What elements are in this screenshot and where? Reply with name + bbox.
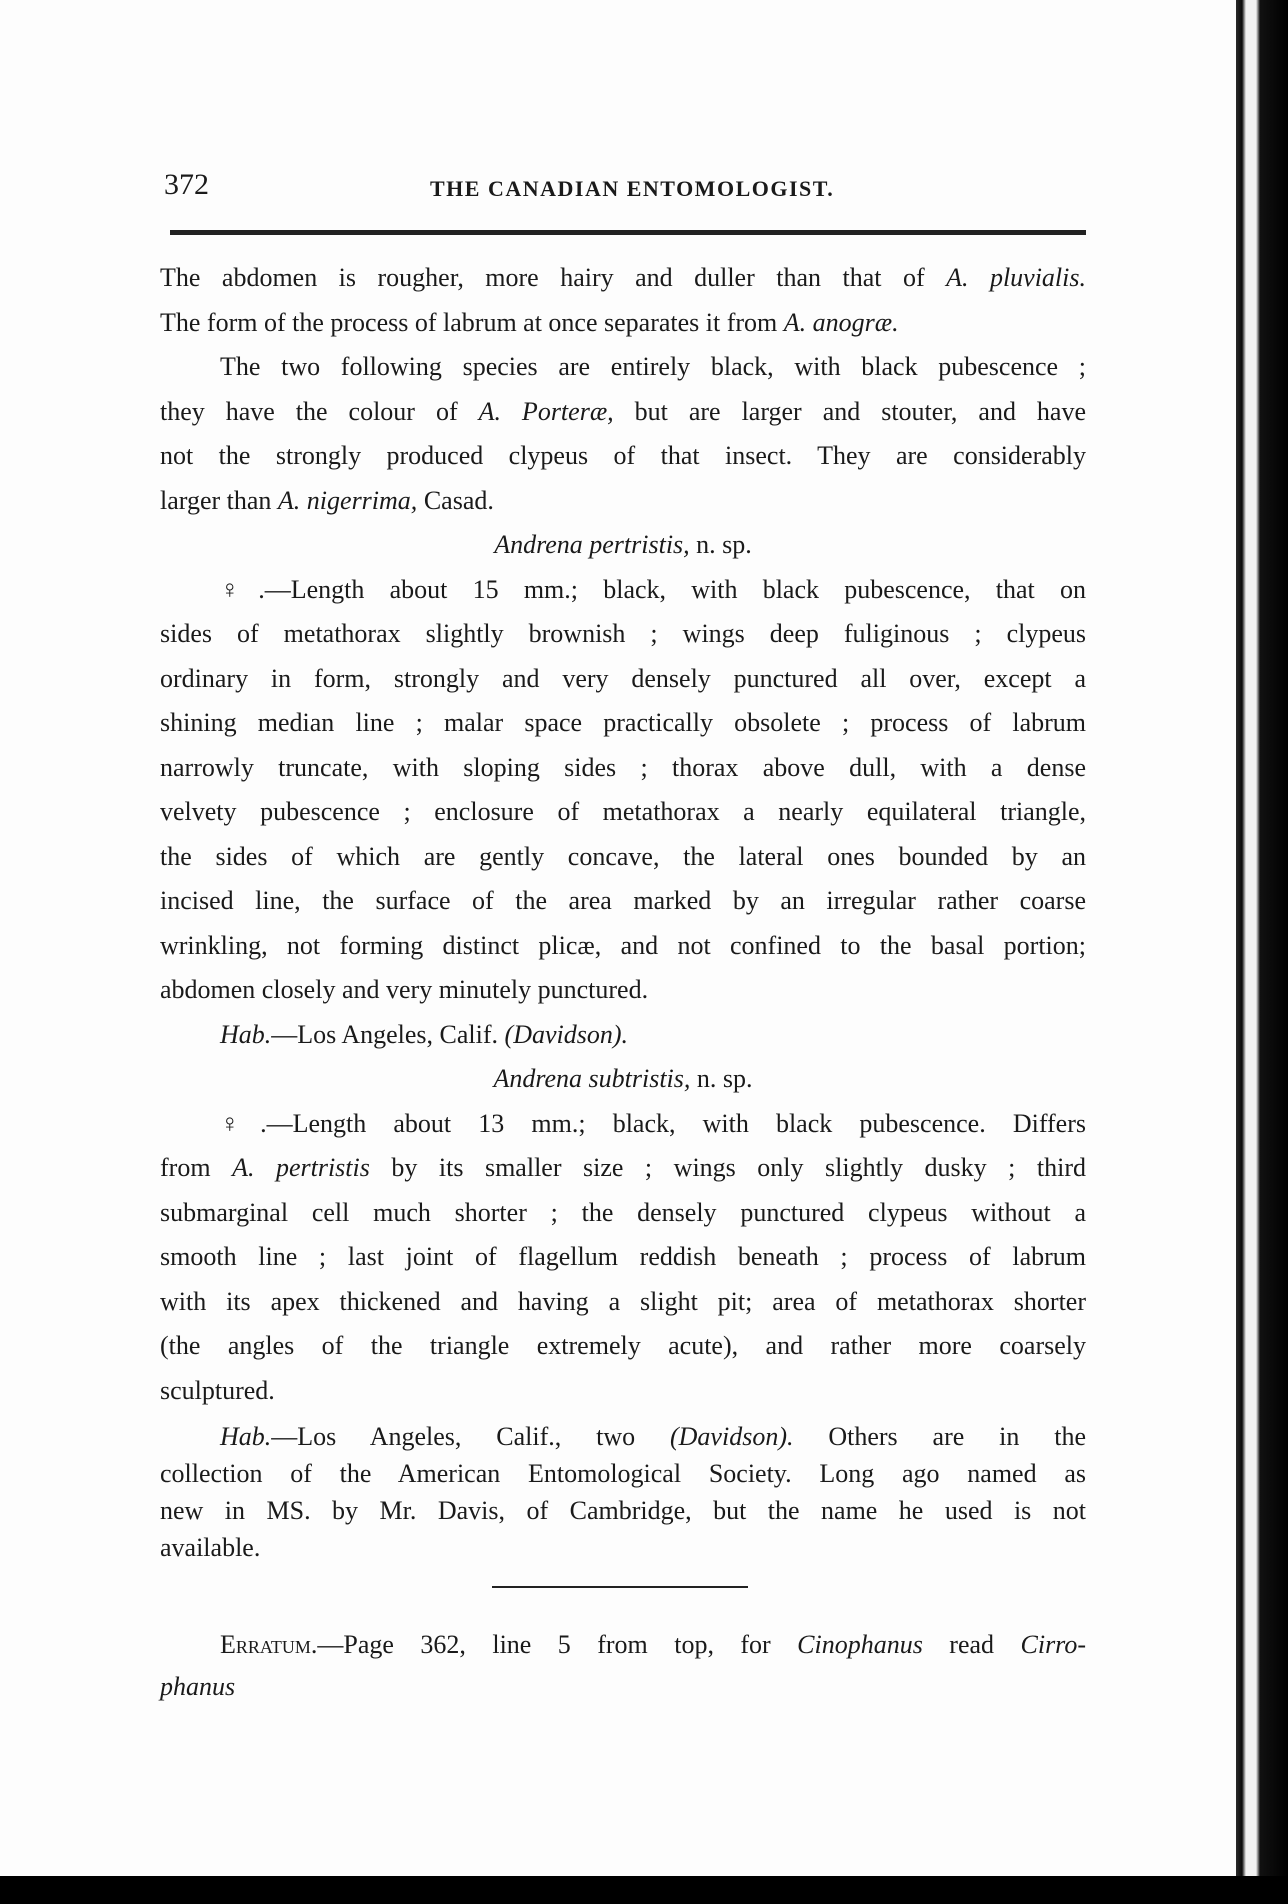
text-line: sculptured. bbox=[160, 1375, 275, 1405]
header-rule bbox=[170, 230, 1086, 235]
text-line: new in MS. by Mr. Davis, of Cambridge, but the name he used is not bbox=[160, 1496, 1086, 1525]
text-line: (the angles of the triangle extremely acute), and rather more coarsely bbox=[160, 1331, 1086, 1360]
text-line: smooth line ; last joint of flagellum reddish beneath ; process of labrum bbox=[160, 1242, 1086, 1271]
section-divider bbox=[492, 1586, 748, 1588]
page-number: 372 bbox=[164, 168, 209, 201]
scan-border bbox=[0, 1876, 1288, 1904]
text-line: ♀.—Length about 13 mm.; black, with black pubescence. Differs bbox=[220, 1108, 1086, 1138]
text-line: The abdomen is rougher, more hairy and duller than that of A. pluvialis. bbox=[160, 263, 1086, 292]
text-line: they have the colour of A. Porteræ, but are larger and stouter, and have bbox=[160, 396, 1087, 426]
page-edge-shadow bbox=[1236, 0, 1288, 1876]
text-line: narrowly truncate, with sloping sides ; thorax above dull, with a dense bbox=[160, 752, 1086, 782]
text-line: not the strongly produced clypeus of that insect. They are considerably bbox=[160, 441, 1086, 470]
text-line: submarginal cell much shorter ; the densely punctured clypeus without a bbox=[160, 1197, 1086, 1227]
text-line: collection of the American Entomological Society. Long ago named as bbox=[160, 1459, 1086, 1488]
text-line: shining median line ; malar space practically obsolete ; process of labrum bbox=[160, 708, 1086, 737]
erratum bbox=[160, 1624, 1086, 1708]
text-line: from A. pertristis by its smaller size ; wings only slightly dusky ; third bbox=[160, 1153, 1087, 1182]
text-line: velvety pubescence ; enclosure of metathorax a nearly equilateral triangle, bbox=[160, 797, 1086, 826]
habitat-line: Hab.—Los Angeles, Calif., two (Davidson). Others are in the bbox=[220, 1422, 1086, 1451]
text-line: ♀.—Length about 15 mm.; black, with black pubescence, that on bbox=[220, 574, 1086, 604]
text-line: wrinkling, not forming distinct plicæ, and not confined to the basal portion; bbox=[160, 930, 1086, 960]
text-line: The form of the process of labrum at once separates it from A. anogræ. bbox=[160, 307, 899, 337]
text-line: sides of metathorax slightly brownish ; wings deep fuliginous ; clypeus bbox=[160, 619, 1086, 648]
text-line: incised line, the surface of the area marked by an irregular rather coarse bbox=[160, 886, 1086, 915]
text-line: with its apex thickened and having a slight pit; area of metathorax shorter bbox=[160, 1286, 1086, 1316]
habitat-line: Hab.—Los Angeles, Calif. (Davidson). bbox=[220, 1019, 629, 1049]
text-line: larger than A. nigerrima, Casad. bbox=[160, 485, 494, 515]
text-line: The two following species are entirely black, with black pubescence ; bbox=[220, 352, 1086, 381]
text-line: available. bbox=[160, 1533, 261, 1562]
running-title: THE CANADIAN ENTOMOLOGIST. bbox=[430, 176, 835, 201]
text-line: ordinary in form, strongly and very densely punctured all over, except a bbox=[160, 663, 1086, 693]
text-line: abdomen closely and very minutely punctured. bbox=[160, 975, 649, 1004]
species-heading: Andrena pertristis, n. sp. bbox=[494, 530, 752, 559]
erratum-line: Erratum.—Page 362, line 5 from top, for Cinophanus read Cirro- bbox=[220, 1630, 1086, 1659]
text-line: the sides of which are gently concave, the lateral ones bounded by an bbox=[160, 841, 1086, 871]
species-heading: Andrena subtristis, n. sp. bbox=[493, 1064, 753, 1093]
erratum-line: phanus bbox=[160, 1672, 236, 1701]
habitat-paragraph bbox=[160, 1418, 1086, 1566]
intro-text bbox=[160, 256, 1086, 1413]
